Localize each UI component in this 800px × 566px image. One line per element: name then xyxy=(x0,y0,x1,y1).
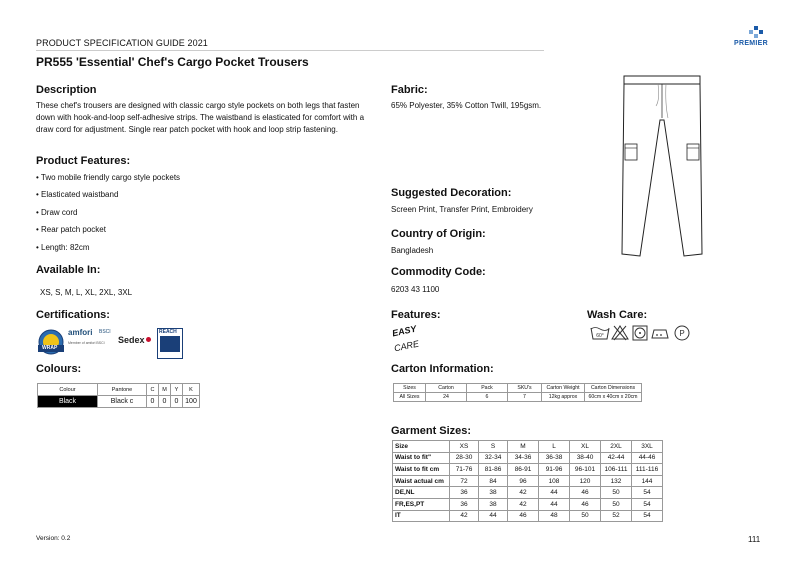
table-header: Colour xyxy=(38,384,98,396)
table-header: Pack xyxy=(467,384,508,393)
table-row xyxy=(393,510,663,522)
amfori-text: amfori xyxy=(68,328,93,337)
table-cell: 7 xyxy=(508,393,542,402)
table-row xyxy=(393,498,663,510)
table-cell: 50 xyxy=(570,510,601,522)
sedex-logo xyxy=(118,335,152,347)
table-cell: 36 xyxy=(450,498,479,510)
table-row xyxy=(393,475,663,487)
table-cell: Waist to fit cm xyxy=(393,464,450,476)
table-cell: 106-111 xyxy=(601,464,632,476)
table-cell: 38 xyxy=(479,487,508,499)
table-cell: 120 xyxy=(570,475,601,487)
table-cell: 24 xyxy=(426,393,467,402)
iron-icon xyxy=(652,330,668,338)
table-cell: 86-91 xyxy=(508,464,539,476)
wash-60-icon xyxy=(591,328,609,340)
table-cell: 0 xyxy=(171,396,183,408)
colours-heading: Colours: xyxy=(36,363,82,375)
table-row xyxy=(393,464,663,476)
table-cell: 42 xyxy=(508,498,539,510)
amfori-subtext: Member of amfori BSCI xyxy=(68,341,105,345)
table-cell: 91-96 xyxy=(539,464,570,476)
table-cell: 44 xyxy=(479,510,508,522)
table-cell: 46 xyxy=(508,510,539,522)
list-item: • Rear patch pocket xyxy=(36,225,106,235)
carton-table xyxy=(393,383,642,402)
product-features-heading: Product Features: xyxy=(36,155,131,167)
table-cell: 6 xyxy=(467,393,508,402)
dry-clean-icon xyxy=(675,326,689,340)
table-cell: 0 xyxy=(147,396,159,408)
table-cell: 96-101 xyxy=(570,464,601,476)
table-cell: Waist to fit" xyxy=(393,452,450,464)
certifications-heading: Certifications: xyxy=(36,309,110,321)
fabric-text: 65% Polyester, 35% Cotton Twill, 195gsm. xyxy=(391,101,542,110)
table-cell: 38 xyxy=(479,498,508,510)
table-header: SKU's xyxy=(508,384,542,393)
table-cell: 100 xyxy=(183,396,200,408)
wash-temp-text: 60° xyxy=(596,333,604,339)
table-header: K xyxy=(183,384,200,396)
decoration-heading: Suggested Decoration: xyxy=(391,187,512,199)
wash-care-icons xyxy=(590,324,694,342)
table-cell: 36-38 xyxy=(539,452,570,464)
table-cell: Black c xyxy=(98,396,147,408)
table-header: Y xyxy=(171,384,183,396)
table-header: L xyxy=(539,441,570,453)
table-cell: All Sizes xyxy=(394,393,426,402)
table-header: M xyxy=(508,441,539,453)
table-cell: DE,NL xyxy=(393,487,450,499)
commodity-text: 6203 43 1100 xyxy=(391,285,440,294)
garment-sizes-table xyxy=(392,440,663,522)
guide-label: PRODUCT SPECIFICATION GUIDE 2021 xyxy=(36,38,208,48)
brand-name: PREMIER xyxy=(734,40,768,47)
table-cell: 52 xyxy=(601,510,632,522)
table-cell: 42 xyxy=(508,487,539,499)
table-cell: IT xyxy=(393,510,450,522)
origin-heading: Country of Origin: xyxy=(391,228,486,240)
no-bleach-icon xyxy=(612,326,628,340)
wrap-logo xyxy=(36,328,66,356)
table-cell: 48 xyxy=(539,510,570,522)
dry-clean-text: P xyxy=(679,329,685,338)
table-cell: 42 xyxy=(450,510,479,522)
bsci-text: BSCI xyxy=(99,329,111,335)
list-item: • Draw cord xyxy=(36,207,78,217)
commodity-heading: Commodity Code: xyxy=(391,266,486,278)
table-header: XS xyxy=(450,441,479,453)
table-header: Size xyxy=(393,441,450,453)
table-cell: 71-76 xyxy=(450,464,479,476)
table-cell: 50 xyxy=(601,487,632,499)
table-cell: 46 xyxy=(570,498,601,510)
product-features-list xyxy=(36,173,376,260)
colours-table xyxy=(37,383,200,408)
garment-sizes-heading: Garment Sizes: xyxy=(391,425,472,437)
table-cell: 50 xyxy=(601,498,632,510)
table-cell: 44 xyxy=(539,487,570,499)
table-cell: FR,ES,PT xyxy=(393,498,450,510)
table-row xyxy=(394,393,642,402)
list-item: • Elasticated waistband xyxy=(36,190,119,200)
table-cell: 108 xyxy=(539,475,570,487)
origin-text: Bangladesh xyxy=(391,246,434,255)
page-title: PR555 'Essential' Chef's Cargo Pocket Trousers xyxy=(36,55,309,69)
available-heading: Available In: xyxy=(36,264,101,276)
reach-text: REACH xyxy=(159,329,177,335)
wrap-text: WRAP xyxy=(42,345,58,351)
table-cell: 12kg approx xyxy=(542,393,585,402)
reach-logo xyxy=(157,328,183,359)
table-header: Carton Weight xyxy=(542,384,585,393)
description-text: These chef's trousers are designed with classic cargo style pockets on both legs that fasten down with hook-and-loop self-adhesive strips. The waistband is elasticated for comfort with a draw cord for adjustment. Single rear patch pocket with hook and loop strip fastening. xyxy=(36,101,365,134)
eu-flag-icon xyxy=(160,336,180,352)
table-header: XL xyxy=(570,441,601,453)
brand-logo xyxy=(734,24,768,50)
table-header: 3XL xyxy=(632,441,663,453)
wash-care-heading: Wash Care: xyxy=(587,309,648,321)
table-cell: 42-44 xyxy=(601,452,632,464)
table-header: Pantone xyxy=(98,384,147,396)
table-row xyxy=(393,487,663,499)
table-cell: Waist actual cm xyxy=(393,475,450,487)
table-header: Sizes xyxy=(394,384,426,393)
fabric-heading: Fabric: xyxy=(391,84,428,96)
colour-swatch-cell: Black xyxy=(38,396,98,408)
table-cell: 38-40 xyxy=(570,452,601,464)
table-cell: 144 xyxy=(632,475,663,487)
table-cell: 44 xyxy=(539,498,570,510)
table-cell: 28-30 xyxy=(450,452,479,464)
page-number: 111 xyxy=(748,535,761,544)
list-item: • Two mobile friendly cargo style pockets xyxy=(36,173,181,182)
table-header: Carton Dimensions xyxy=(585,384,642,393)
carton-heading: Carton Information: xyxy=(391,363,494,375)
available-sizes: XS, S, M, L, XL, 2XL, 3XL xyxy=(40,288,133,297)
table-header: Carton xyxy=(426,384,467,393)
table-cell: 81-86 xyxy=(479,464,508,476)
table-cell: 54 xyxy=(632,487,663,499)
table-cell: 132 xyxy=(601,475,632,487)
header-divider xyxy=(36,50,544,51)
table-cell: 84 xyxy=(479,475,508,487)
table-cell: 44-46 xyxy=(632,452,663,464)
features-heading: Features: xyxy=(391,309,441,321)
table-header: S xyxy=(479,441,508,453)
table-cell: 111-116 xyxy=(632,464,663,476)
table-header: C xyxy=(147,384,159,396)
care-text: CARE xyxy=(393,338,420,354)
version-label: Version: 0.2 xyxy=(36,535,71,542)
table-cell: 34-36 xyxy=(508,452,539,464)
easy-text: EASY xyxy=(391,323,418,339)
table-cell: 32-34 xyxy=(479,452,508,464)
table-cell: 0 xyxy=(159,396,171,408)
table-row xyxy=(393,452,663,464)
sedex-text: Sedex xyxy=(118,335,145,345)
table-cell: 46 xyxy=(570,487,601,499)
trousers-illustration xyxy=(616,74,708,260)
amfori-logo xyxy=(68,328,114,354)
table-row xyxy=(38,396,200,408)
sedex-dot-icon xyxy=(146,337,151,342)
easy-care-icon xyxy=(391,323,420,356)
table-cell: 36 xyxy=(450,487,479,499)
decoration-text: Screen Print, Transfer Print, Embroidery xyxy=(391,205,533,214)
table-cell: 54 xyxy=(632,510,663,522)
tumble-dry-icon xyxy=(633,326,647,340)
table-header: 2XL xyxy=(601,441,632,453)
table-cell: 72 xyxy=(450,475,479,487)
list-item: • Length: 82cm xyxy=(36,242,90,252)
table-cell: 54 xyxy=(632,498,663,510)
table-cell: 60cm x 40cm x 20cm xyxy=(585,393,642,402)
table-header: M xyxy=(159,384,171,396)
table-cell: 96 xyxy=(508,475,539,487)
description-heading: Description xyxy=(36,84,97,96)
